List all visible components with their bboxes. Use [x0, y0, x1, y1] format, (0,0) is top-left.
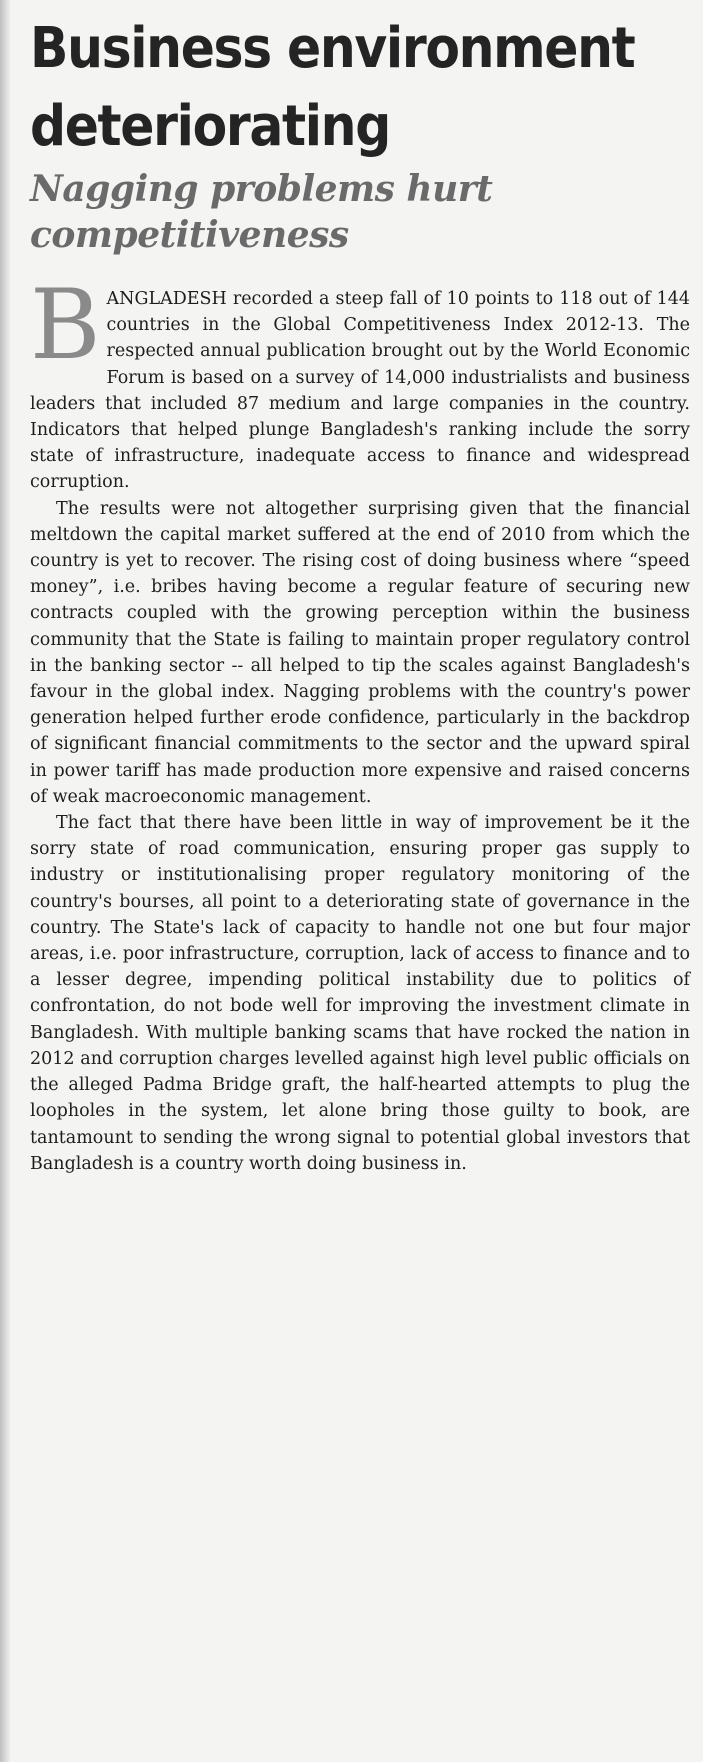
article: [30, 0, 690, 1177]
subheadline: Nagging problems hurt competitiveness: [30, 168, 493, 256]
paragraph-3: The fact that there have been little in way of improvement be it the sorry state of road communication, ensuring proper gas supply to industry or institutionalising proper regulatory monitoring of the country's bourses, all point to a deteriorating state of governance in the country. The State's lack of capacity to handle not one but four major areas, i.e. poor infrastructure, corruption, lack of access to finance and to a lesser degree, impending political instability due to politics of confrontation, do not bode well for improving the investment climate in Bangladesh. With multiple banking scams that have rocked the nation in 2012 and corruption charges levelled against high level public officials on the alleged Padma Bridge graft, the half-hearted attempts to plug the loopholes in the system, let alone bring those guilty to book, are tantamount to sending the wrong signal to potential global investors that Bangladesh is a country worth doing business in.: [30, 813, 690, 1174]
article-body: [30, 269, 690, 1177]
drop-cap: B: [30, 269, 101, 381]
paragraph-2: The results were not altogether surprising given that the financial meltdown the capital market suffered at the end of 2010 from which the country is yet to recover. The rising cost of doing business where “speed money”, i.e. bribes having become a regular feature of securing new contracts coupled with the growing perception within the business community that the State is failing to maintain proper regulatory control in the banking sector -- all helped to tip the scales against Bangladesh's favour in the global index. Nagging problems with the country's power generation helped further erode confidence, particularly in the backdrop of significant financial commitments to the sector and the upward spiral in power tariff has made production more expensive and raised concerns of weak macroeconomic management.: [30, 498, 690, 807]
headline: Business environment deteriorating: [30, 16, 635, 159]
paragraph-1-text: ANGLADESH recorded a steep fall of 10 points to 118 out of 144 countries in the Global Competitiveness Index 2012-13. The respected annual publication brought out by the World Economic Forum is based on a survey of 14,000 industrialists and business leaders that included 87 medium and large companies in the country. Indicators that helped plunge Bangladesh's ranking include the sorry state of infrastructure, inadequate access to finance and widespread corruption.: [30, 289, 690, 493]
paragraph-1: [30, 269, 690, 496]
page-edge-rule: [0, 0, 10, 1762]
